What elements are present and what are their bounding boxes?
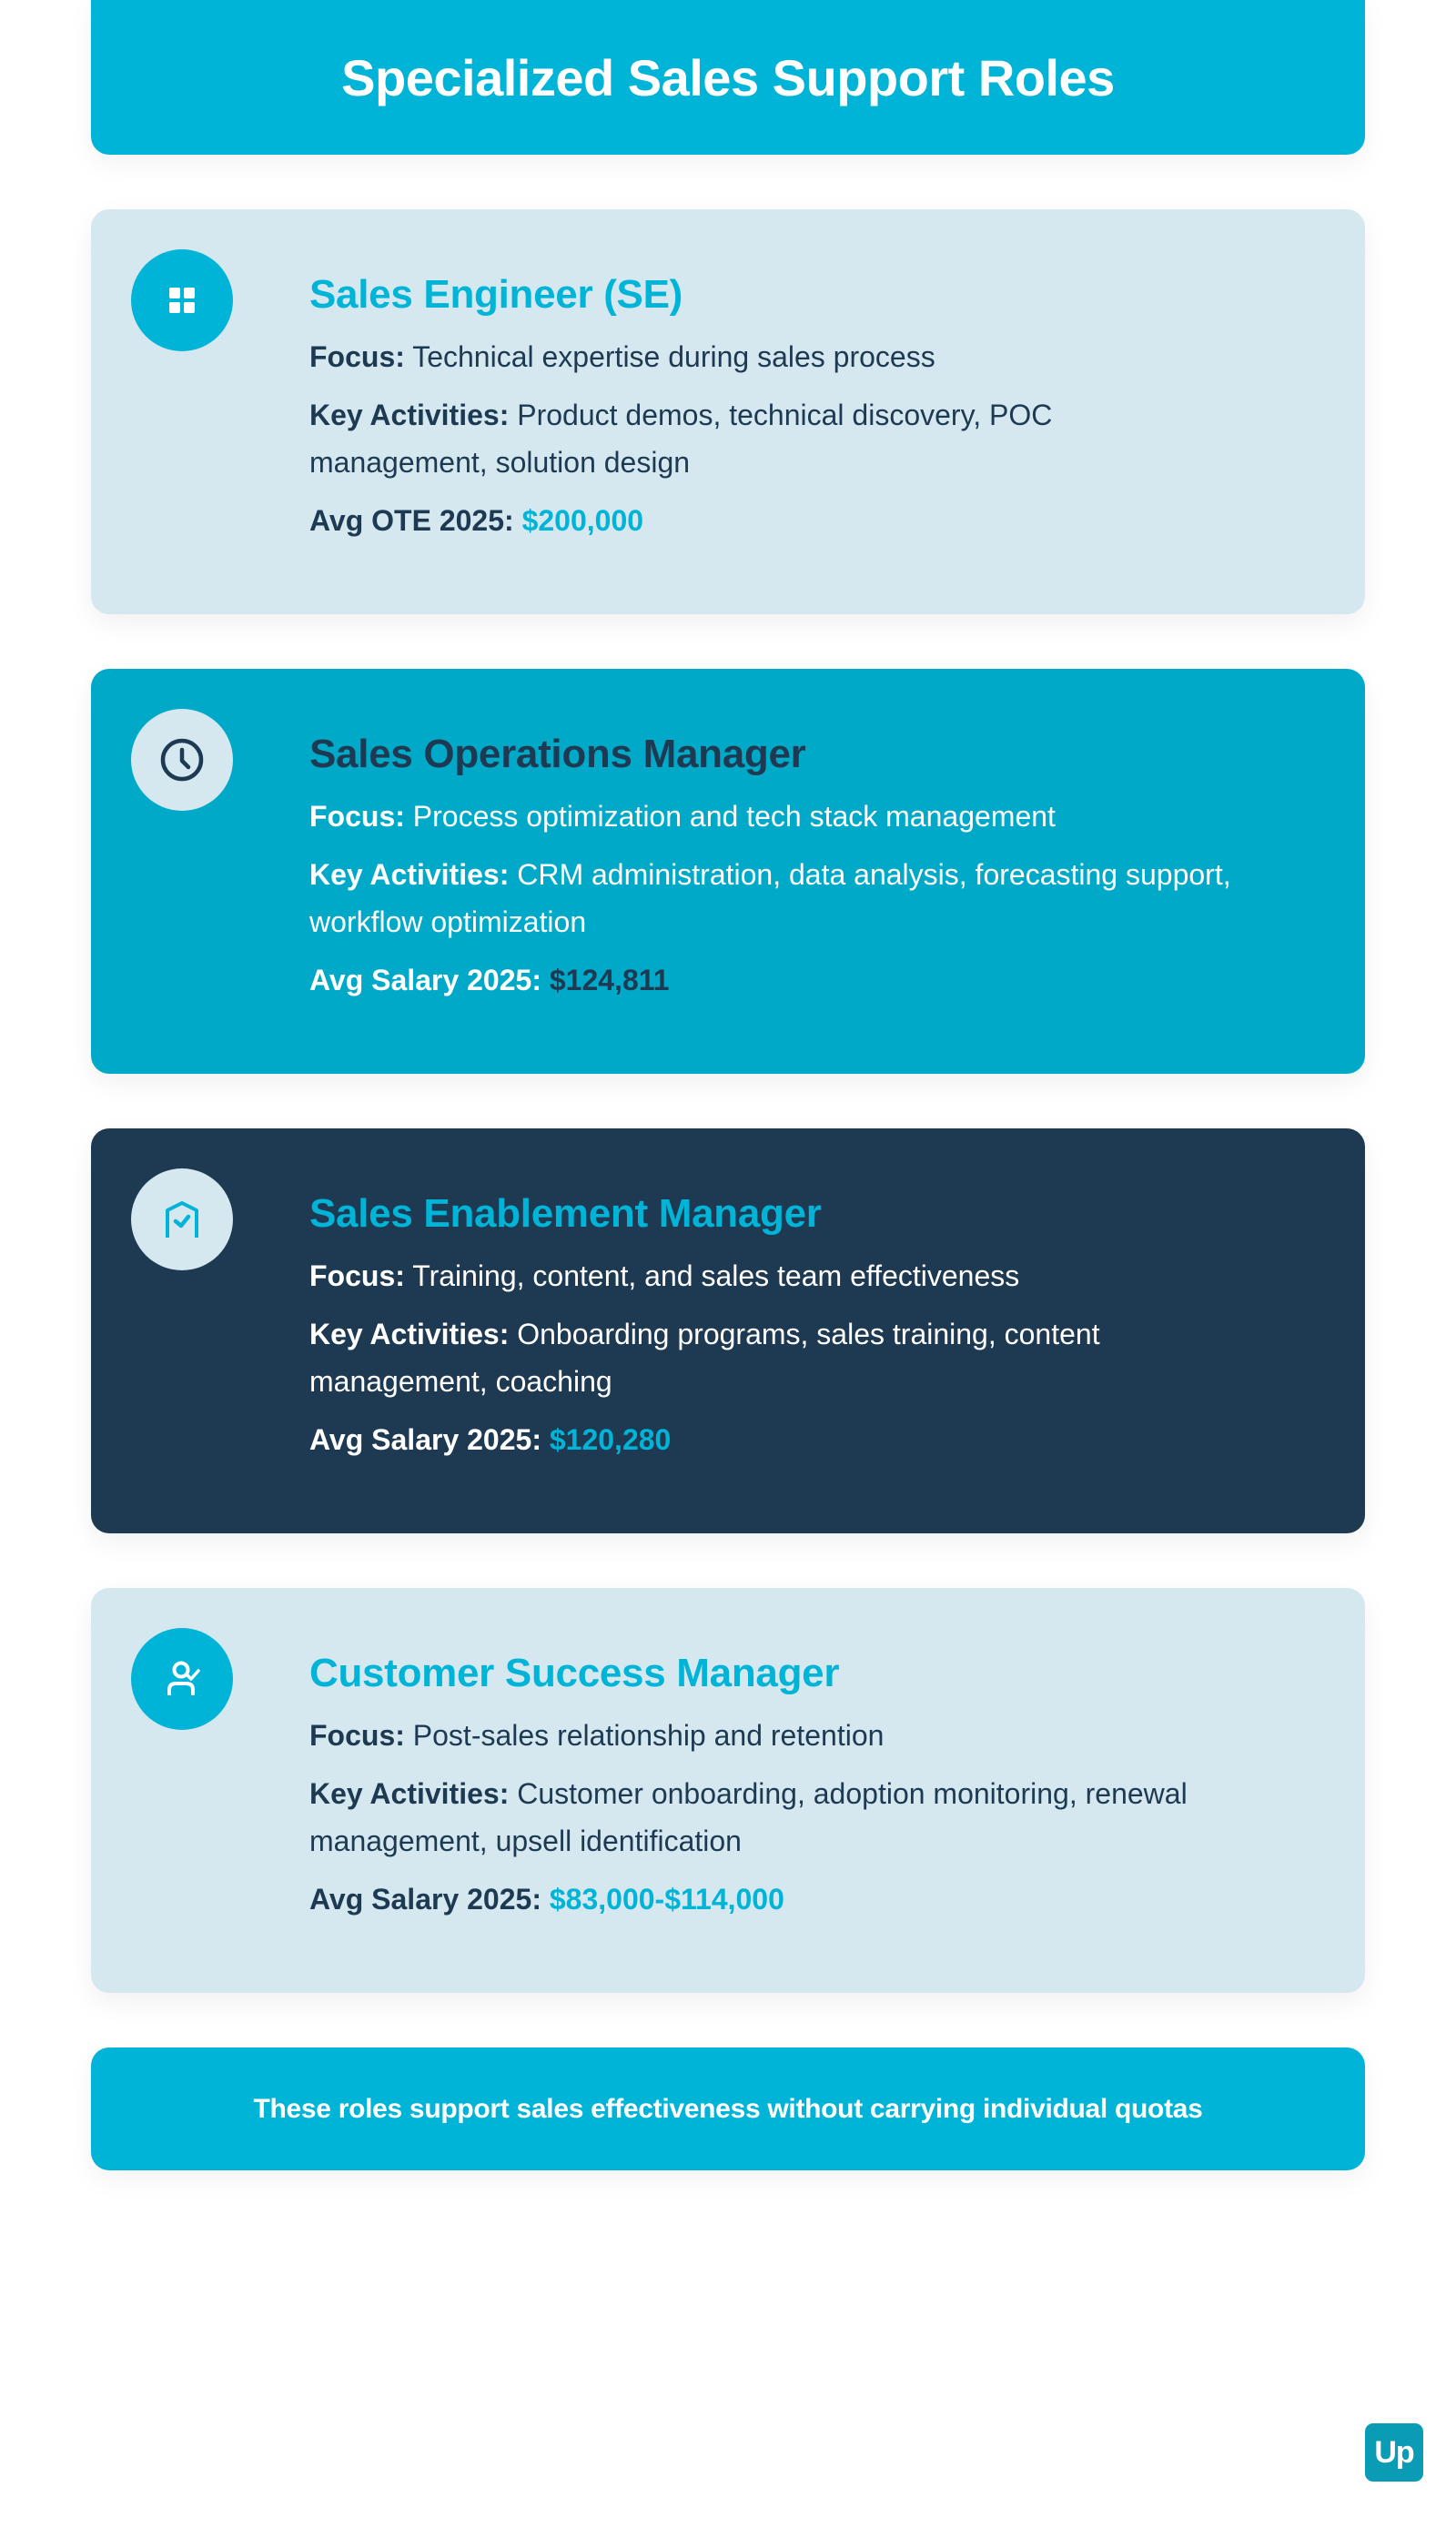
compensation-value: $120,280	[549, 1423, 672, 1456]
role-title: Sales Engineer (SE)	[309, 272, 683, 317]
footer-note: These roles support sales effectiveness without carrying individual quotas	[253, 2093, 1203, 2124]
role-focus	[309, 1712, 1238, 1759]
role-activities	[309, 391, 1238, 486]
role-activities	[309, 1770, 1238, 1865]
role-compensation	[309, 497, 1238, 544]
activities-text: Onboarding programs, sales training, content management, coaching	[309, 1318, 1100, 1398]
shield-check-icon	[131, 1168, 233, 1270]
activities-text: Customer onboarding, adoption monitoring, renewal management, upsell identification	[309, 1777, 1188, 1857]
role-activities	[309, 851, 1238, 945]
activities-text: Product demos, technical discovery, POC management, solution design	[309, 399, 1053, 479]
role-focus	[309, 1252, 1238, 1299]
brand-logo-text: Up	[1374, 2434, 1414, 2470]
focus-text: Training, content, and sales team effectiveness	[412, 1259, 1020, 1292]
page-title: Specialized Sales Support Roles	[341, 48, 1115, 106]
page-header	[91, 0, 1365, 155]
focus-text: Technical expertise during sales process	[412, 340, 935, 373]
focus-text: Process optimization and tech stack management	[412, 800, 1056, 833]
role-compensation	[309, 1876, 1238, 1923]
compensation-label: Avg Salary 2025:	[309, 964, 541, 996]
clock-icon	[131, 709, 233, 811]
brand-logo	[1365, 2423, 1423, 2482]
role-title: Sales Enablement Manager	[309, 1191, 822, 1236]
role-activities	[309, 1310, 1238, 1405]
focus-text: Post-sales relationship and retention	[412, 1719, 885, 1752]
compensation-value: $83,000-$114,000	[549, 1883, 784, 1916]
compensation-label: Avg OTE 2025:	[309, 504, 514, 537]
activities-label: Key Activities:	[309, 399, 510, 431]
focus-label: Focus:	[309, 340, 405, 373]
role-focus	[309, 793, 1238, 840]
compensation-value: $124,811	[549, 964, 670, 996]
role-title: Customer Success Manager	[309, 1651, 840, 1695]
focus-label: Focus:	[309, 800, 405, 833]
role-title: Sales Operations Manager	[309, 732, 806, 776]
focus-label: Focus:	[309, 1259, 405, 1292]
role-card-sales-engineer	[91, 209, 1365, 614]
role-compensation	[309, 1416, 1238, 1463]
compensation-label: Avg Salary 2025:	[309, 1883, 541, 1916]
role-card-sales-operations-manager	[91, 669, 1365, 1074]
grid-icon	[131, 249, 233, 351]
activities-label: Key Activities:	[309, 858, 510, 891]
focus-label: Focus:	[309, 1719, 405, 1752]
user-check-icon	[131, 1628, 233, 1730]
activities-text: CRM administration, data analysis, forecasting support, workflow optimization	[309, 858, 1231, 938]
activities-label: Key Activities:	[309, 1777, 510, 1810]
compensation-value: $200,000	[521, 504, 644, 537]
role-compensation	[309, 956, 1238, 1004]
role-card-sales-enablement-manager	[91, 1128, 1365, 1533]
activities-label: Key Activities:	[309, 1318, 510, 1350]
footer-banner	[91, 2048, 1365, 2170]
compensation-label: Avg Salary 2025:	[309, 1423, 541, 1456]
role-card-customer-success-manager	[91, 1588, 1365, 1993]
role-focus	[309, 333, 1238, 380]
